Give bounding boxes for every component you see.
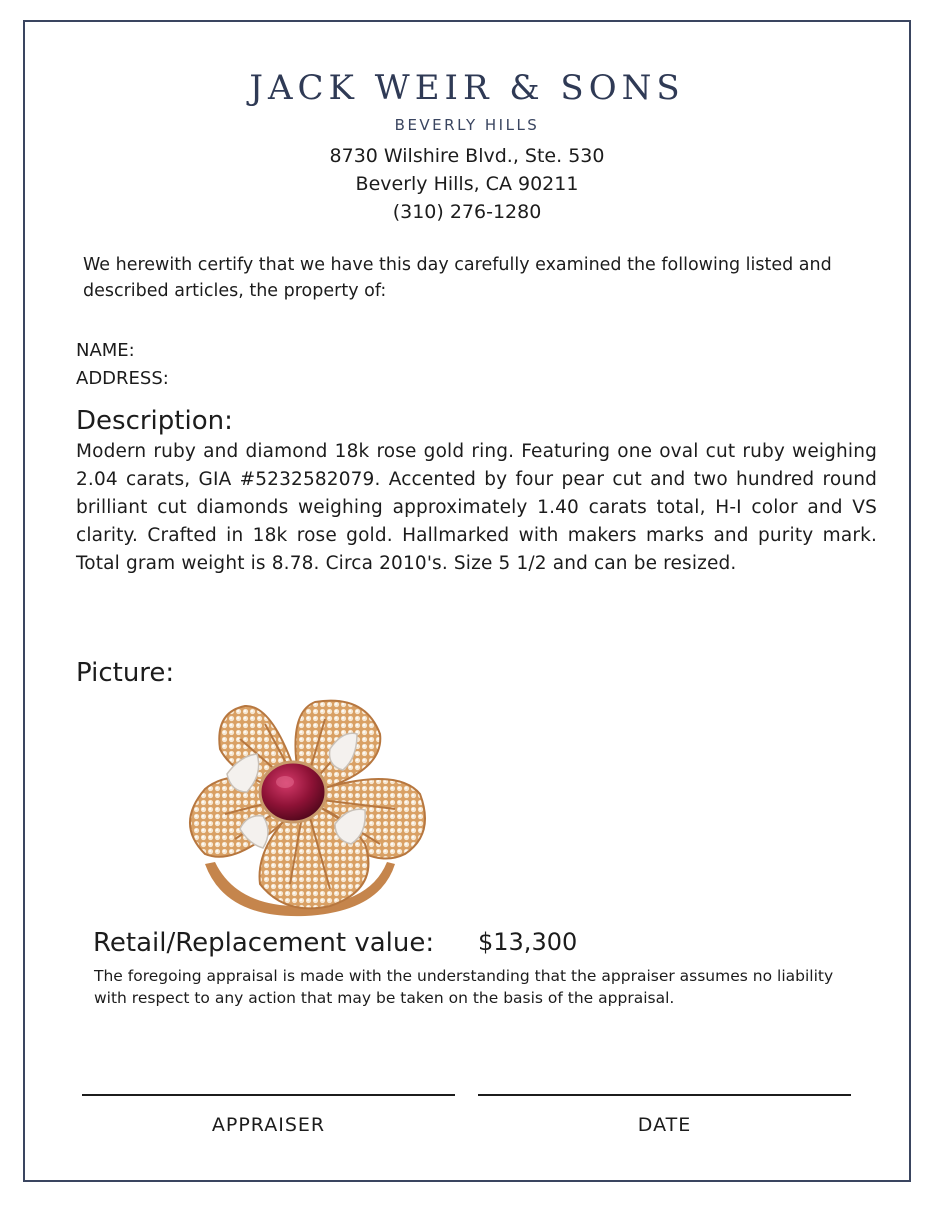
ruby-stone xyxy=(260,762,326,822)
address-city: Beverly Hills, CA 90211 xyxy=(355,173,579,195)
appraiser-label: APPRAISER xyxy=(211,1114,326,1136)
brand-logo: JACK WEIR & SONS xyxy=(249,68,685,108)
phone-number: (310) 276-1280 xyxy=(392,201,542,223)
description-text: Modern ruby and diamond 18k rose gold ring. Featuring one oval cut ruby weighing 2.04 carats, GIA #5232582079. Accented by four pear cut and two hundred round brilliant cut diamonds weighing approximately 1.40 carats total, H-I color and VS clarity. Crafted in 18k rose gold. Hallmarked with makers marks and purity mark. Total gram weight is 8.78. Circa 2010's. Size 5 1/2 and can be resized. xyxy=(76,441,877,574)
address-street: 8730 Wilshire Blvd., Ste. 530 xyxy=(329,145,605,167)
picture-heading: Picture: xyxy=(76,658,175,688)
disclaimer-text: The foregoing appraisal is made with the understanding that the appraiser assumes no liability with respect to any action that may be taken on the basis of the appraisal. xyxy=(94,967,834,1007)
value-label: Retail/Replacement value: xyxy=(93,928,435,958)
value-amount: $13,300 xyxy=(478,928,578,956)
ring-photo xyxy=(165,694,437,922)
ruby-highlight xyxy=(276,776,294,788)
date-label: DATE xyxy=(637,1114,692,1136)
date-signature-line xyxy=(478,1094,851,1096)
brand-location: BEVERLY HILLS xyxy=(394,116,540,134)
appraiser-signature-line xyxy=(82,1094,455,1096)
address-label: ADDRESS: xyxy=(76,368,169,389)
name-label: NAME: xyxy=(76,340,135,361)
certification-statement: We herewith certify that we have this day carefully examined the following listed and described articles, the property of: xyxy=(83,255,832,301)
description-heading: Description: xyxy=(76,406,233,436)
